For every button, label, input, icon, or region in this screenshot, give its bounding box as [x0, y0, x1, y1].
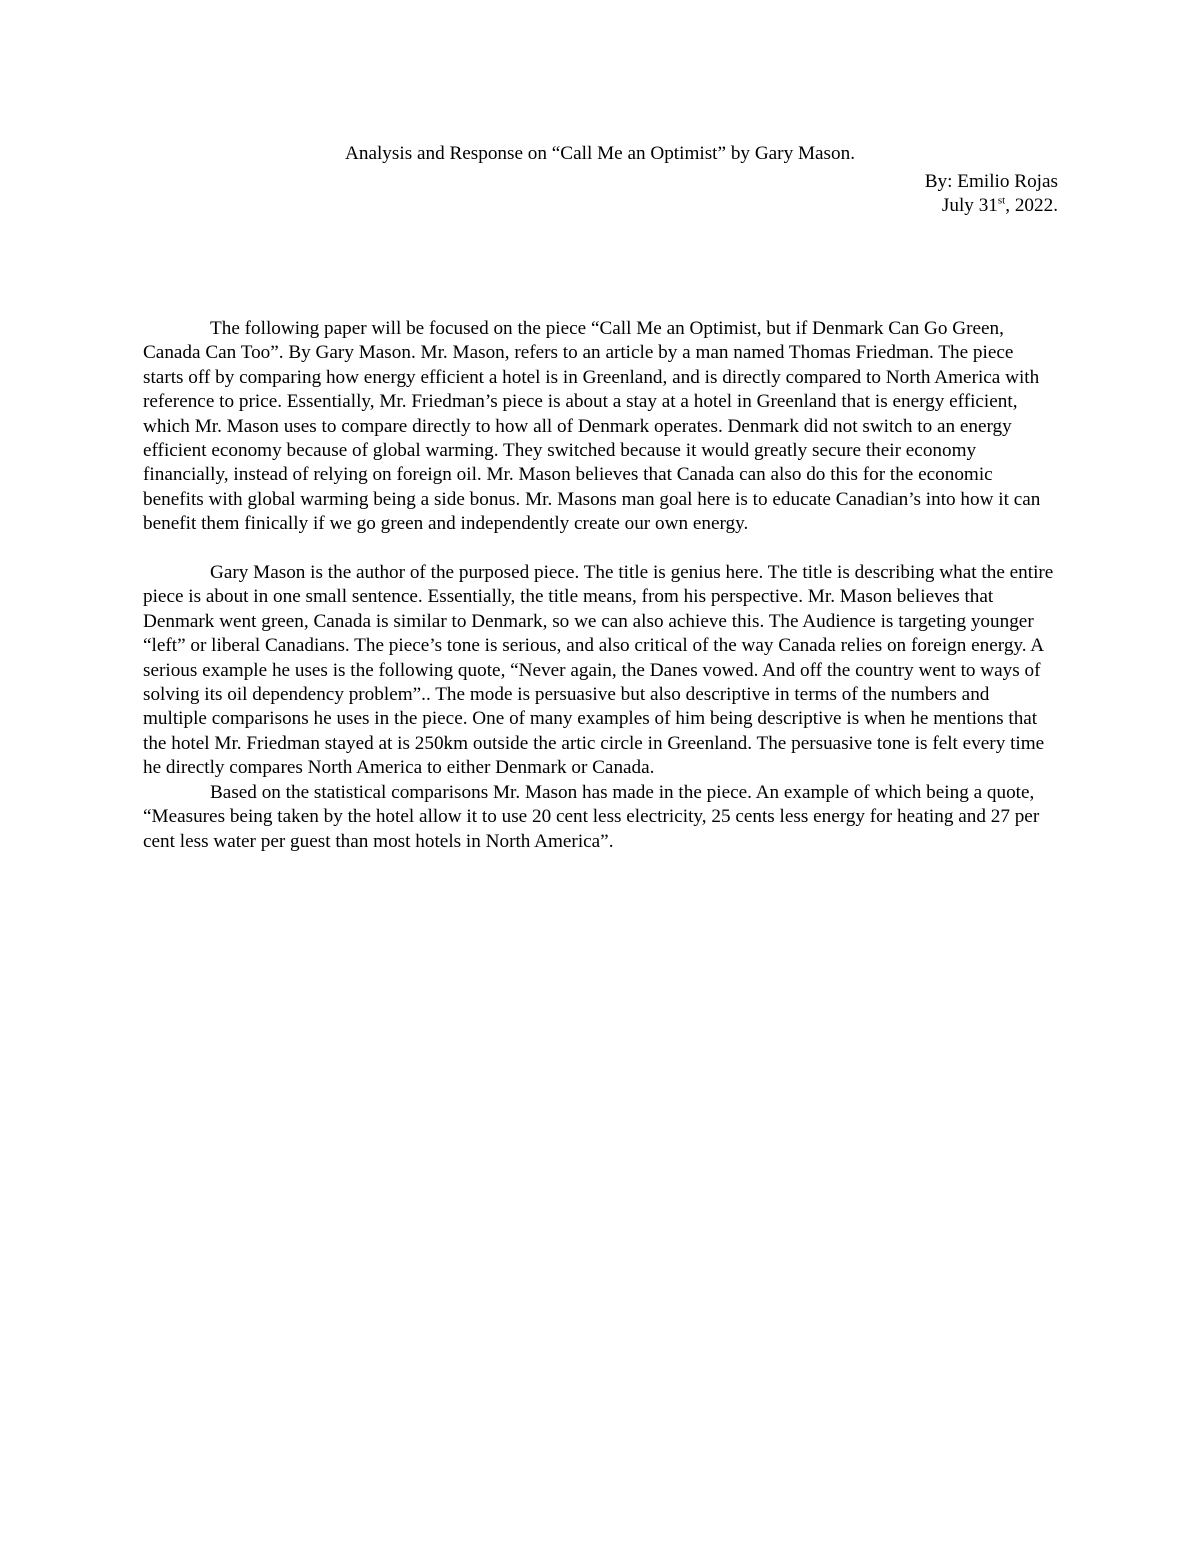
date-line [658, 194, 1058, 218]
paragraph-3: Based on the statistical comparisons Mr. Mason has made in the piece. An example of which being a quote, “Measures being taken by the hotel allow it to use 20 cent less electricity, 25 cents less energy for heating and 27 per cent less water per guest than most hotels in North America”. [143, 781, 1040, 852]
author-line: By: Emilio Rojas [924, 171, 1058, 192]
paragraph-1: The following paper will be focused on the piece “Call Me an Optimist, but if Denmark Can Go Green, Canada Can Too”. By Gary Mason. Mr. Mason, refers to an article by a man named Thomas Friedman. The piece starts off by comparing how energy efficient a hotel is in Greenland, and is directly compared to North America with reference to price. Essentially, Mr. Friedman’s piece is about a stay at a hotel in Greenland that is energy efficient, which Mr. Mason uses to compare directly to how all of Denmark operates. Denmark did not switch to an energy efficient economy because of global warming. They switched because it would greatly secure their economy financially, instead of relying on foreign oil. Mr. Mason believes that Canada can also do this for the economic benefits with global warming being a side bonus. Mr. Masons man goal here is to educate Canadian’s into how it can benefit them finically if we go green and independently create our own energy. [143, 318, 1041, 535]
byline [658, 170, 1058, 219]
document-title: Analysis and Response on “Call Me an Optimist” by Gary Mason. [345, 143, 855, 164]
date-ordinal-suffix: st [997, 195, 1006, 208]
date-prefix: July 31 [941, 195, 998, 217]
document-body [143, 317, 1057, 854]
date-rest: , 2022. [1005, 195, 1058, 217]
paragraph-2: Gary Mason is the author of the purposed piece. The title is genius here. The title is describing what the entire piece is about in one small sentence. Essentially, the title means, from his perspective. Mr. Mason believes that Denmark went green, Canada is similar to Denmark, so we can also achieve this. The Audience is targeting younger “left” or liberal Canadians. The piece’s tone is serious, and also critical of the way Canada relies on foreign energy. A serious example he uses is the following quote, “Never again, the Danes vowed. And off the country went to ways of solving its oil dependency problem”.. The mode is persuasive but also descriptive in terms of the numbers and multiple comparisons he uses in the piece. One of many examples of him being descriptive is when he mentions that the hotel Mr. Friedman stayed at is 250km outside the artic circle in Greenland. The persuasive tone is felt every time he directly compares North America to either Denmark or Canada. [143, 562, 1054, 779]
